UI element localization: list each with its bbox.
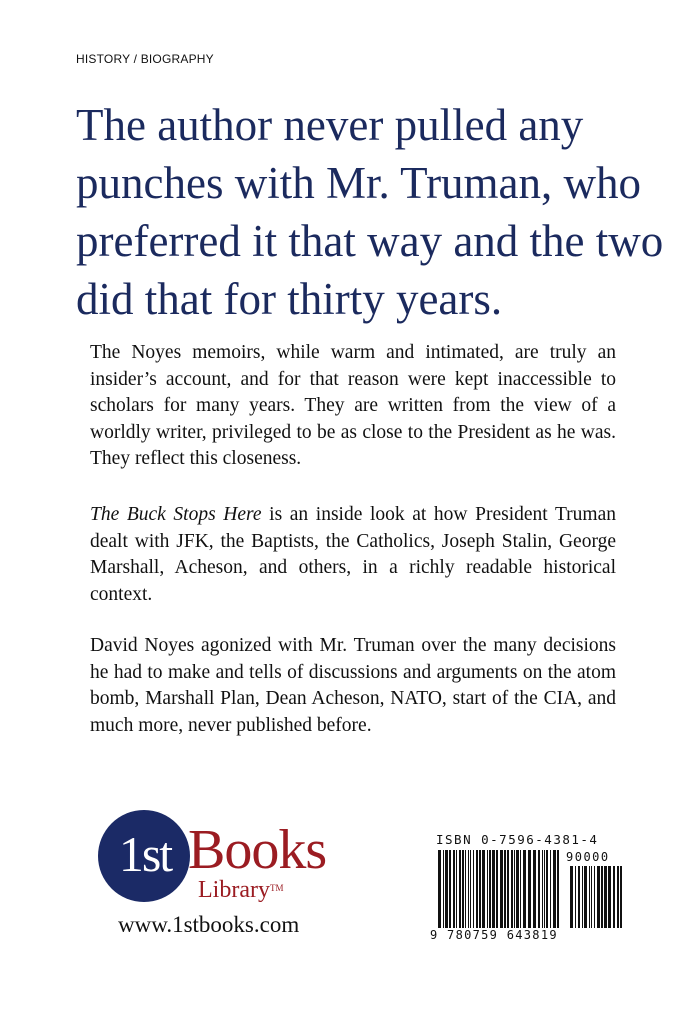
- barcode-bar: [591, 866, 592, 928]
- book-description-text: is an inside look at how President Truman dealt with JFK, the Baptists, the Catholics, Joseph Stalin, George Marshall, Acheson, and others, in a richly readable historical context.: [90, 504, 616, 605]
- logo-1st-text: 1st: [118, 826, 172, 882]
- barcode-bar: [528, 850, 531, 928]
- barcode-bar: [459, 850, 461, 928]
- barcode-bar: [601, 866, 603, 928]
- barcode-bar: [578, 866, 580, 928]
- barcode-bar: [511, 850, 513, 928]
- barcode-bar: [468, 850, 469, 928]
- barcode-bar: [594, 866, 595, 928]
- barcode-bar: [520, 850, 521, 928]
- ean-digits: 9 780759 643819: [430, 928, 558, 942]
- paragraph-noyes: David Noyes agonized with Mr. Truman over the many decisions he had to make and tells of discussions and arguments on the atom bomb, Marshall Plan, Dean Acheson, NATO, start of the CIA, and much more, never published before.: [90, 635, 616, 736]
- publisher-logo: [98, 810, 358, 910]
- category-label: HISTORY / BIOGRAPHY: [76, 52, 214, 66]
- barcode-bar: [597, 866, 600, 928]
- barcode-bar: [504, 850, 506, 928]
- isbn-barcode: [430, 832, 630, 944]
- price-code: 90000: [566, 850, 610, 864]
- isbn-number: ISBN 0-7596-4381-4: [436, 832, 599, 847]
- barcode-bar: [456, 850, 457, 928]
- barcode-bar: [553, 850, 556, 928]
- paragraph-memoirs: The Noyes memoirs, while warm and intimated, are truly an insider’s account, and for that reason were kept inaccessible to scholars for many years. They are written from the view of a worldly writer, privileged to be as close to the President as he was. They reflect this closeness.: [90, 342, 616, 469]
- barcode-bar: [476, 850, 478, 928]
- barcode-bar: [523, 850, 526, 928]
- barcode-bar: [617, 866, 619, 928]
- barcode-bar: [482, 850, 485, 928]
- barcode-bar: [538, 850, 540, 928]
- ean-barcode-bars: [438, 850, 562, 930]
- barcode-bar: [546, 850, 548, 928]
- barcode-bar: [500, 850, 503, 928]
- barcode-bar: [514, 850, 515, 928]
- barcode-bar: [613, 866, 615, 928]
- barcode-bar: [604, 866, 607, 928]
- barcode-bar: [584, 866, 587, 928]
- logo-library-word: Library: [198, 877, 270, 903]
- barcode-bar: [453, 850, 455, 928]
- barcode-bar: [516, 850, 519, 928]
- barcode-bar: [445, 850, 448, 928]
- addon-barcode-bars: [570, 866, 626, 930]
- barcode-bar: [575, 866, 576, 928]
- trademark-mark: TM: [269, 883, 284, 893]
- headline: The author never pulled any punches with Mr. Truman, who preferred it that way and the two did that for thirty years.: [76, 100, 664, 324]
- barcode-bar: [542, 850, 543, 928]
- barcode-bar: [550, 850, 551, 928]
- barcode-bar: [570, 866, 573, 928]
- barcode-bar: [473, 850, 474, 928]
- barcode-bar: [589, 866, 590, 928]
- barcode-bar: [620, 866, 622, 928]
- publisher-website: www.1stbooks.com: [118, 912, 300, 937]
- logo-library-text: [198, 876, 283, 904]
- barcode-bar: [465, 850, 466, 928]
- barcode-bar: [462, 850, 464, 928]
- barcode-bar: [492, 850, 495, 928]
- paragraph-book-description: [90, 502, 616, 608]
- barcode-bar: [479, 850, 481, 928]
- barcode-bar: [489, 850, 491, 928]
- barcode-bar: [443, 850, 444, 928]
- barcode-bar: [438, 850, 441, 928]
- barcode-bar: [496, 850, 498, 928]
- barcode-bar: [533, 850, 536, 928]
- barcode-bar: [557, 850, 559, 928]
- barcode-bar: [487, 850, 488, 928]
- logo-books-text: Books: [188, 819, 327, 881]
- book-title: The Buck Stops Here: [90, 504, 262, 525]
- barcode-bar: [470, 850, 471, 928]
- barcode-bar: [608, 866, 611, 928]
- barcode-bar: [544, 850, 545, 928]
- barcode-bar: [449, 850, 451, 928]
- barcode-bar: [582, 866, 583, 928]
- barcode-bar: [507, 850, 509, 928]
